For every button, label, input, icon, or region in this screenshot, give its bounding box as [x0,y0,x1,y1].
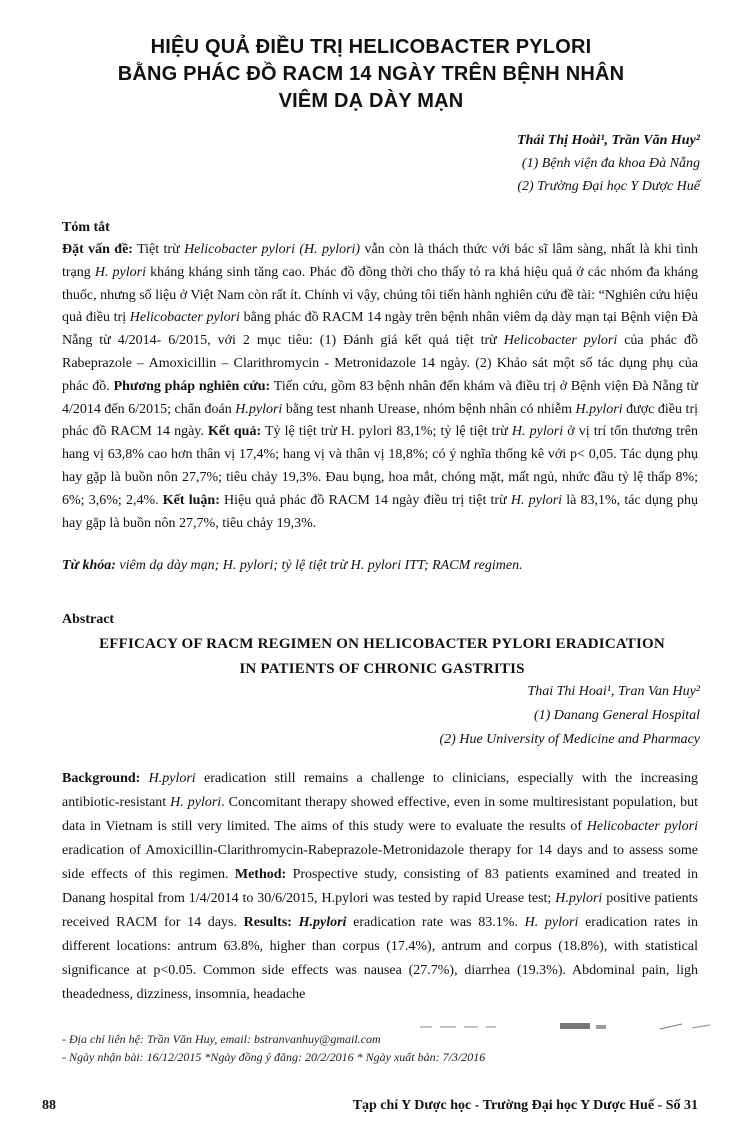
affiliation-en-1: (1) Danang General Hospital [533,708,700,723]
abstract-vi-paragraph: Đặt vấn đề: Tiệt trừ Helicobacter pylori (H. pylori) vẫn còn là thách thức với bác sĩ lâm sàng, nhất là khi tình trạng H. pylori kháng kháng sinh tăng cao. Phác đồ đồng thời cho thấy tỏ ra khá hiệu quả ở các nhóm đa kháng thuốc, nhưng số liệu ở Việt Nam còn rất ít. Chính vì vậy, chúng tôi tiến hành nghiên cứu đề tài: “Nghiên cứu hiệu quả điều trị Helicobacter pylori bằng phác đồ RACM 14 ngày trên bệnh nhân viêm dạ dày mạn tại Bệnh viện Đà Nẵng từ 4/2014- 6/2015, với 2 mục tiêu: (1) Đánh giá kết quả tiệt trừ Helicobacter pylori của phác đồ Rabeprazole – Amoxicillin – Clarithromycin - Metronidazole 14 ngày. (2) Khảo sát một số tác dụng phụ của phác đồ. Phương pháp nghiên cứu: Tiến cứu, gồm 83 bệnh nhân đến khám và điều trị ở Bệnh viện Đà Nẵng từ 4/2014 đến 6/2015; chẩn đoán H.pylori bằng test nhanh Urease, nhóm bệnh nhân có nhiễm H.pylori được điều trị phác đồ RACM 14 ngày. Kết quả: Tỷ lệ tiệt trừ H. pylori 83,1%; tỷ lệ tiệt trừ H. pylori ở vị trí tổn thương trên hang vị 63,8% cao hơn thân vị 17,4%; hang vị và thân vị 18,8%; có ý nghĩa thống kê với p< 0,05. Tác dụng phụ hay gặp là buồn nôn 27,7%; tiêu chảy 19,3%. Đau bụng, hoa mắt, chóng mặt, mất ngủ, nhức đầu tỷ lệ thấp 8%; 6%; 3,6%; 2,4%. Kết luận: Hiệu quả phác đồ RACM 14 ngày điều trị tiệt trừ H. pylori là 83,1%, tác dụng phụ hay gặp là buồn nôn 27,7%, tiêu chảy 19,3%. [62,242,699,531]
authors-en [440,680,700,752]
footnote-contact: - Địa chỉ liên hệ: Trần Văn Huy, email: bstranvanhuy@gmail.com [62,1032,381,1046]
author-names-vi: Thái Thị Hoài¹, Trần Văn Huy² [517,133,700,148]
title-vi-line-3: VIÊM DẠ DÀY MẠN [278,90,464,112]
footnote-dates: - Ngày nhận bài: 16/12/2015 *Ngày đồng ý đăng: 20/2/2016 * Ngày xuất bản: 7/3/2016 [62,1050,486,1064]
title-en-line-2: IN PATIENTS OF CHRONIC GASTRITIS [239,661,525,677]
author-names-en: Thai Thi Hoai¹, Tran Van Huy² [527,684,700,699]
footnotes [62,1030,485,1066]
affiliation-vi-2: (2) Trường Đại học Y Dược Huế [517,179,700,194]
article-title-vi [60,34,682,115]
label-ket-luan: Kết luận: [162,492,220,508]
tomtat-heading: Tóm tắt [62,220,110,235]
title-vi-line-2: BẰNG PHÁC ĐỒ RACM 14 NGÀY TRÊN BỆNH NHÂN [117,63,625,85]
title-vi-line-1: HIỆU QUẢ ĐIỀU TRỊ HELICOBACTER PYLORI [150,36,592,58]
title-en-line-1: EFFICACY OF RACM REGIMEN ON HELICOBACTER PYLORI ERADICATION [99,636,665,652]
journal-footer: Tạp chí Y Dược học - Trường Đại học Y Dược Huế - Số 31 [352,1098,698,1113]
keywords-label: Từ khóa: [62,558,116,573]
label-results: Results: [243,915,292,930]
label-background: Background: [62,771,141,786]
page-number: 88 [42,1098,56,1113]
label-ket-qua: Kết quả: [208,424,262,440]
authors-vi [517,129,700,198]
affiliation-vi-1: (1) Bệnh viện đa khoa Đà Nẵng [521,156,700,171]
affiliation-en-2: (2) Hue University of Medicine and Pharmacy [439,732,700,747]
label-method: Method: [234,867,287,882]
label-dat-van-de: Đặt vấn đề: [62,242,133,257]
abstract-heading: Abstract [62,612,115,627]
keywords-vi: Từ khóa: viêm dạ dày mạn; H. pylori; tỷ lệ tiệt trừ H. pylori ITT; RACM regimen. [62,558,523,573]
abstract-en-paragraph: Background: H.pylori eradication still remains a challenge to clinicians, especially with the increasing antibiotic-resistant H. pylori. Concomitant therapy showed effective, even in some multiresistant population, but data in Vietnam is still very limited. The aims of this study were to evaluate the results of Helicobacter pylori eradication of Amoxicillin-Clarithromycin-Rabeprazole-Metronidazole therapy for 14 days and to assess some side effects of this regimen. Method: Prospective study, consisting of 83 patients examined and treated in Danang hospital from 1/4/2014 to 30/6/2015, H.pylori was tested by rapid Urease test; H.pylori positive patients received RACM for 14 days. Results: H.pylori eradication rate was 83.1%. H. pylori eradication rates in different locations: antrum 63.8%, higher than corpus (17.4%), antrum and corpus (18.8%), with statistical significance at p<0.05. Common side effects was nausea (27.7%), diarrhea (19.3%). Abdominal pain, ligh theadedness, dizziness, insomnia, headache [62,771,699,1002]
article-title-en [62,632,702,682]
label-phuong-phap: Phương pháp nghiên cứu: [113,378,271,394]
